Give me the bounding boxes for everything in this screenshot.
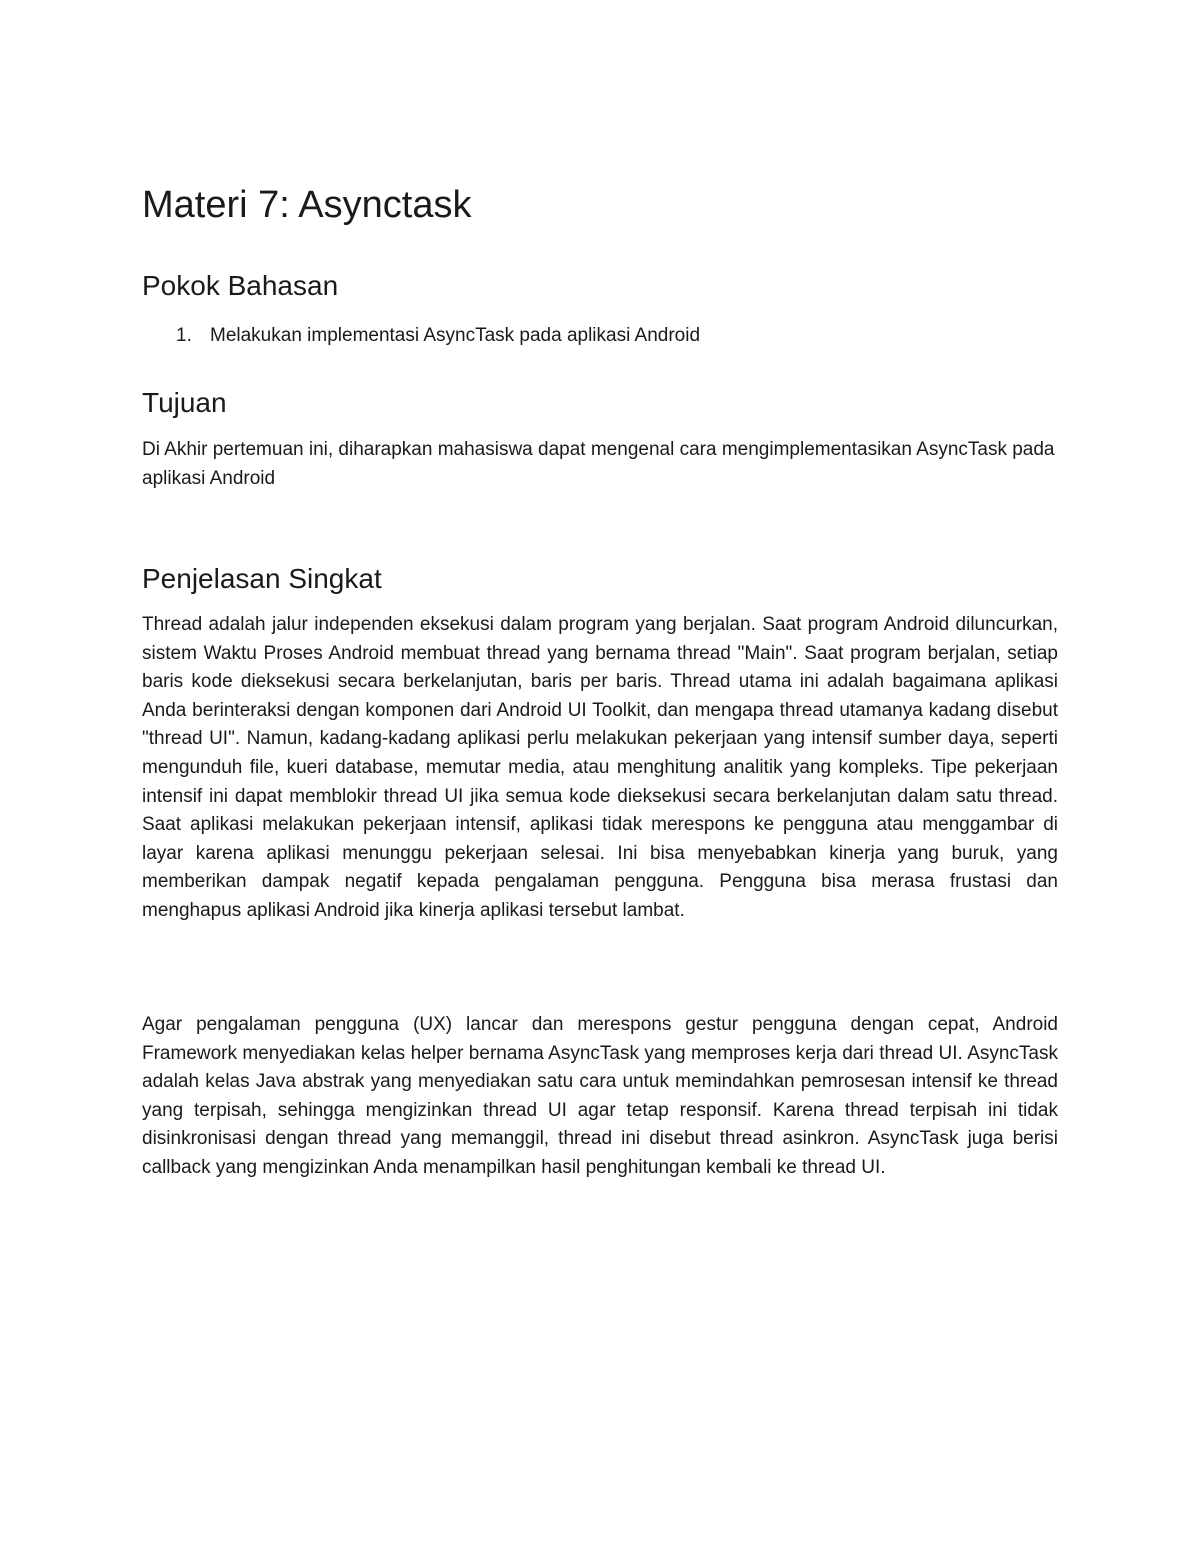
list-item-text: Melakukan implementasi AsyncTask pada aplikasi Android: [210, 325, 701, 346]
list-item: [142, 322, 700, 350]
heading-pokok-bahasan: Pokok Bahasan: [142, 270, 339, 301]
heading-tujuan: Tujuan: [142, 387, 227, 418]
tujuan-paragraph: Di Akhir pertemuan ini, diharapkan mahasiswa dapat mengenal cara mengimplementasikan AsyncTask pada aplikasi Android: [142, 439, 1055, 489]
penjelasan-paragraph-2: Agar pengalaman pengguna (UX) lancar dan merespons gestur pengguna dengan cepat, Android Framework menyediakan kelas helper bernama AsyncTask yang memproses kerja dari thread UI. AsyncTask adalah kelas Java abstrak yang menyediakan satu cara untuk memindahkan pemrosesan intensif ke thread yang terpisah, sehingga mengizinkan thread UI agar tetap responsif. Karena thread terpisah ini tidak disinkronisasi dengan thread yang memanggil, thread ini disebut thread asinkron. AsyncTask juga berisi callback yang mengizinkan Anda menampilkan hasil penghitungan kembali ke thread UI.: [142, 1014, 1058, 1178]
document-title: Materi 7: Asynctask: [142, 184, 472, 226]
pokok-bahasan-list: [142, 322, 700, 350]
heading-penjelasan-singkat: Penjelasan Singkat: [142, 563, 382, 594]
list-item-number: 1.: [176, 325, 192, 346]
penjelasan-paragraph-1: Thread adalah jalur independen eksekusi dalam program yang berjalan. Saat program Android diluncurkan, sistem Waktu Proses Android membuat thread yang bernama thread "Main". Saat program berjalan, setiap baris kode dieksekusi secara berkelanjutan, baris per baris. Thread utama ini adalah bagaimana aplikasi Anda berinteraksi dengan komponen dari Android UI Toolkit, dan mengapa thread utamanya kadang disebut "thread UI". Namun, kadang-kadang aplikasi perlu melakukan pekerjaan yang intensif sumber daya, seperti mengunduh file, kueri database, memutar media, atau menghitung analitik yang kompleks. Tipe pekerjaan intensif ini dapat memblokir thread UI jika semua kode dieksekusi secara berkelanjutan dalam satu thread. Saat aplikasi melakukan pekerjaan intensif, aplikasi tidak merespons ke pengguna atau menggambar di layar karena aplikasi menunggu pekerjaan selesai. Ini bisa menyebabkan kinerja yang buruk, yang memberikan dampak negatif kepada pengalaman pengguna. Pengguna bisa merasa frustasi dan menghapus aplikasi Android jika kinerja aplikasi tersebut lambat.: [142, 614, 1058, 921]
